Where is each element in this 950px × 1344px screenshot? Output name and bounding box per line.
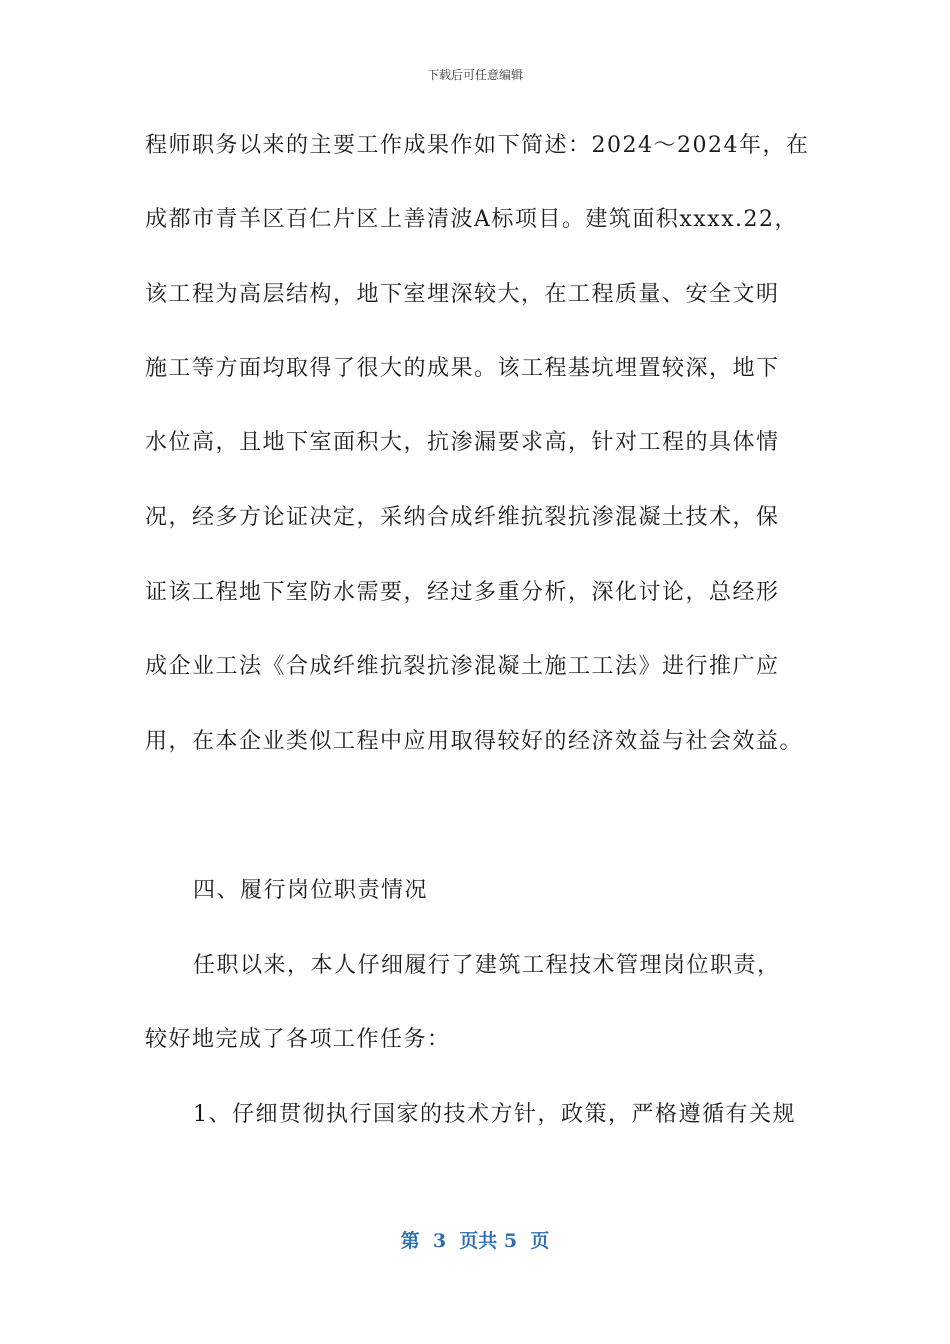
paragraph-2-line-1: 任职以来，本人仔细履行了建筑工程技术管理岗位职责， xyxy=(193,953,781,978)
body-line-3: 该工程为高层结构，地下室埋深较大，在工程质量、安全文明 xyxy=(145,282,780,307)
body-line-9: 用，在本企业类似工程中应用取得较好的经济效益与社会效益。 xyxy=(145,729,804,754)
page-number-footer: 第 3 页共 5 页 xyxy=(400,1230,550,1252)
body-line-7: 证该工程地下室防水需要，经过多重分析，深化讨论，总经形 xyxy=(145,580,780,605)
body-line-5: 水位高，且地下室面积大，抗渗漏要求高，针对工程的具体情 xyxy=(145,430,780,455)
body-line-6: 况，经多方论证决定，采纳合成纤维抗裂抗渗混凝土技术，保 xyxy=(145,505,780,530)
body-line-4: 施工等方面均取得了很大的成果。该工程基坑埋置较深，地下 xyxy=(145,356,780,381)
page-header: 下载后可任意编辑 xyxy=(426,68,523,82)
body-line-2: 成都市青羊区百仁片区上善清波A标项目。建筑面积xxxx.22， xyxy=(145,207,799,232)
body-line-1: 程师职务以来的主要工作成果作如下简述：2024～2024年，在 xyxy=(145,133,810,158)
list-item-1-line-1: 1、仔细贯彻执行国家的技术方针，政策，严格遵循有关规 xyxy=(193,1102,796,1127)
section-heading: 四、履行岗位职责情况 xyxy=(193,878,429,903)
paragraph-2-line-2: 较好地完成了各项工作任务： xyxy=(145,1027,451,1052)
body-line-8: 成企业工法《合成纤维抗裂抗渗混凝土施工工法》进行推广应 xyxy=(145,654,780,679)
